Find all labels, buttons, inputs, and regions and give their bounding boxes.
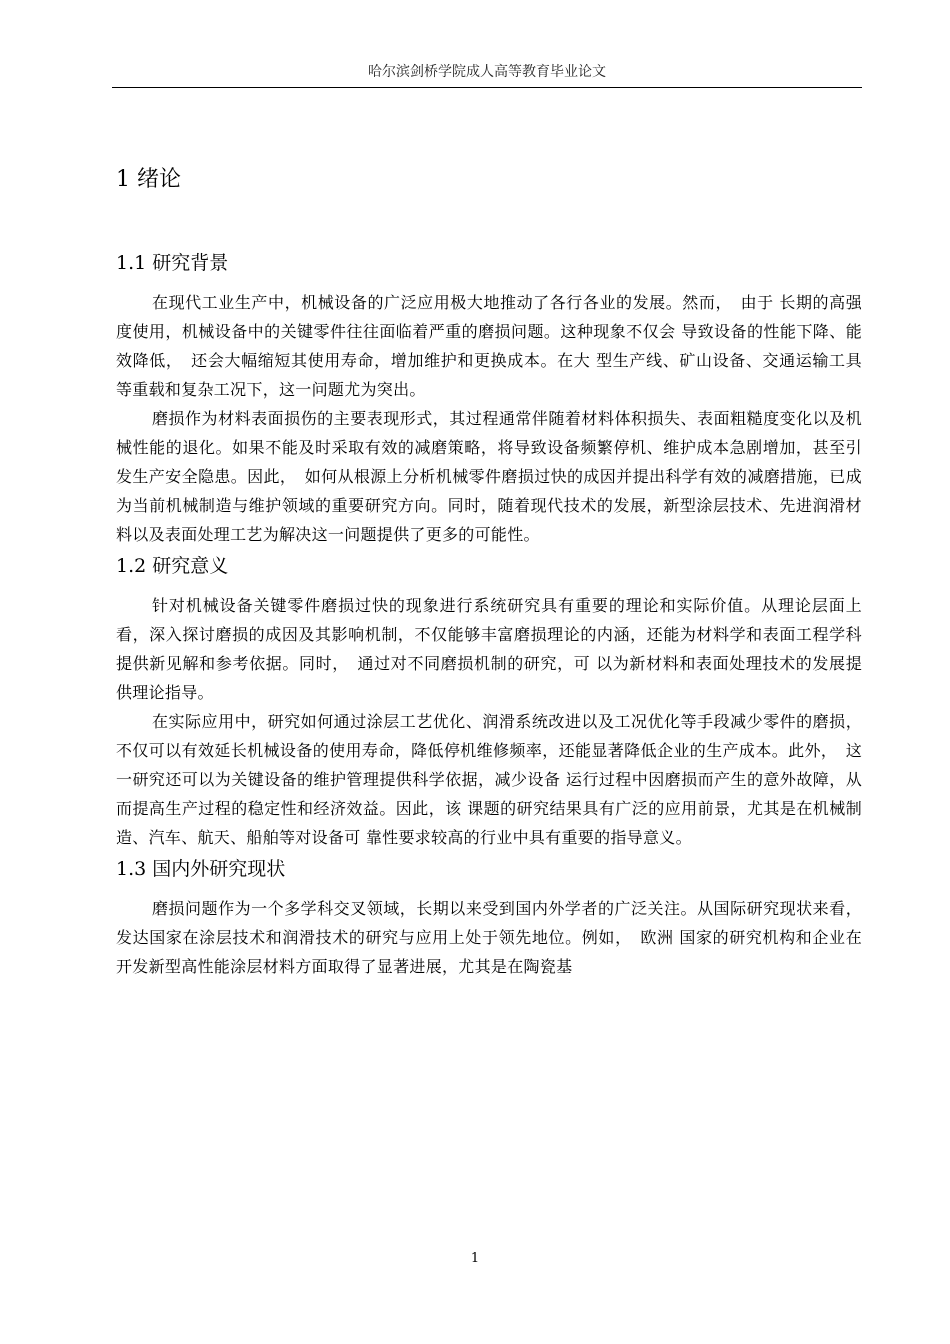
chapter-title: 1 绪论 xyxy=(116,167,181,192)
paragraph: 针对机械设备关键零件磨损过快的现象进行系统研究具有重要的理论和实际价值。从理论层面上看，深入探讨磨损的成因及其影响机制，不仅能够丰富磨损理论的内涵，还能为材料学和表面工程学科提供新见解和参考依据。同时， 通过对不同磨损机制的研究，可 以为新材料和表面处理技术的发展提供理论指导。 xyxy=(116,596,862,702)
paragraph: 在现代工业生产中，机械设备的广泛应用极大地推动了各行各业的发展。然而， 由于 长期的高强度使用，机械设备中的关键零件往往面临着严重的磨损问题。这种现象不仅会 导致设备的性能下降、能效降低， 还会大幅缩短其使用寿命，增加维护和更换成本。在大 型生产线、矿山设备、交通运输工具等重载和复杂工况下，这一问题尤为突出。 xyxy=(116,293,862,399)
paragraph: 在实际应用中，研究如何通过涂层工艺优化、润滑系统改进以及工况优化等手段减少零件的磨损，不仅可以有效延长机械设备的使用寿命，降低停机维修频率，还能显著降低企业的生产成本。此外， 这一研究还可以为关键设备的维护管理提供科学依据，减少设备 运行过程中因磨损而产生的意外故障，从而提高生产过程的稳定性和经济效益。因此，该 课题的研究结果具有广泛的应用前景，尤其是在机械制造、汽车、航天、船舶等对设备可 靠性要求较高的行业中具有重要的指导意义。 xyxy=(116,712,862,847)
section-title-1-1: 1.1 研究背景 xyxy=(116,252,229,274)
section-title-1-2: 1.2 研究意义 xyxy=(116,555,229,577)
body-content xyxy=(116,165,862,981)
page-number: 1 xyxy=(470,1251,480,1266)
paragraph: 磨损问题作为一个多学科交叉领域，长期以来受到国内外学者的广泛关注。从国际研究现状来看，发达国家在涂层技术和润滑技术的研究与应用上处于领先地位。例如， 欧洲 国家的研究机构和企业在开发新型高性能涂层材料方面取得了显著进展，尤其是在陶瓷基 xyxy=(116,899,862,976)
header-divider xyxy=(112,87,862,88)
running-header: 哈尔滨剑桥学院成人高等教育毕业论文 xyxy=(368,64,606,80)
paragraph: 磨损作为材料表面损伤的主要表现形式，其过程通常伴随着材料体积损失、表面粗糙度变化以及机械性能的退化。如果不能及时采取有效的减磨策略，将导致设备频繁停机、维护成本急剧增加，甚至引发生产安全隐患。因此， 如何从根源上分析机械零件磨损过快的成因并提出科学有效的减磨措施，已成为当前机械制造与维护领域的重要研究方向。同时，随着现代技术的发展，新型涂层技术、先进润滑材料以及表面处理工艺为解决这一问题提供了更多的可能性。 xyxy=(116,409,862,544)
section-title-1-3: 1.3 国内外研究现状 xyxy=(116,858,286,880)
